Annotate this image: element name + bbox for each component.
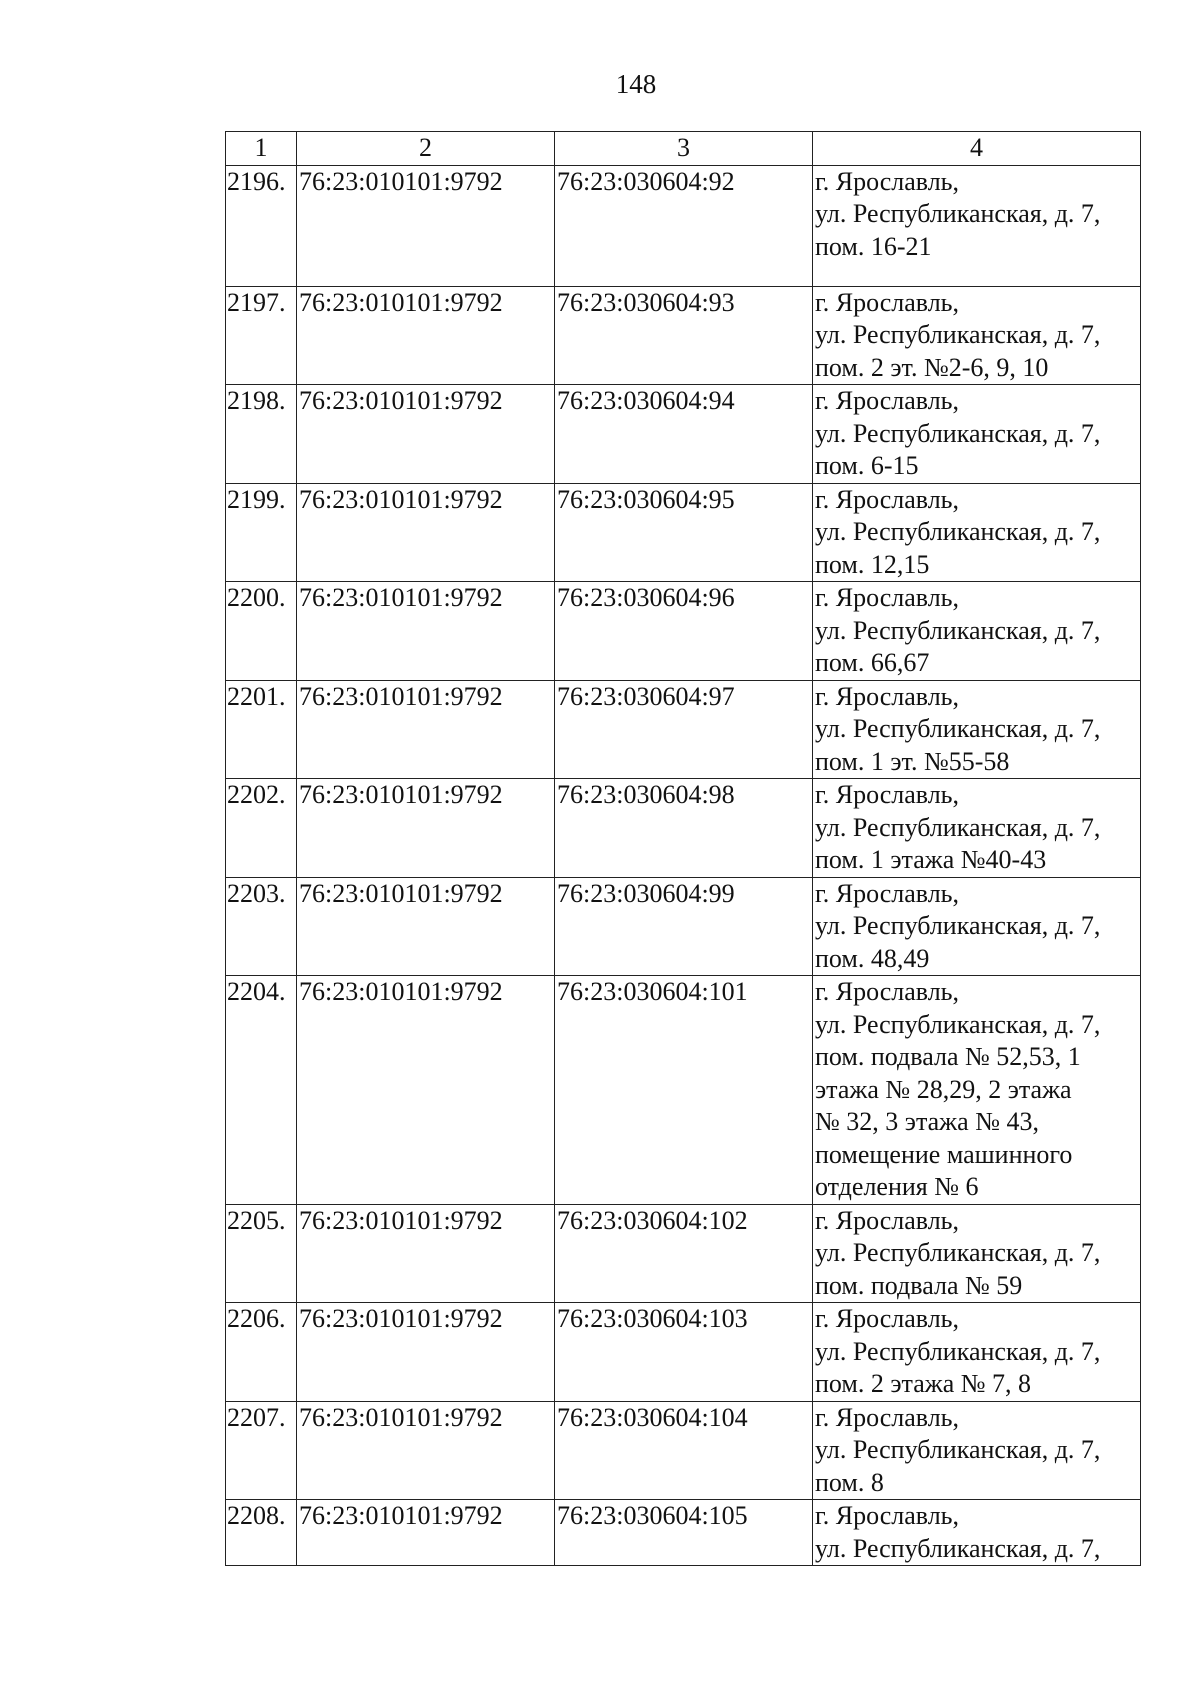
cadastral-number-cell: 76:23:030604:101 [555, 976, 813, 1205]
address-line: пом. 2 эт. №2-6, 9, 10 [815, 352, 1049, 382]
address-line: г. Ярославль, [815, 583, 960, 612]
address-line: пом. 6-15 [815, 451, 919, 480]
address-line: г. Ярославль, [815, 1205, 960, 1235]
address-line: ул. Республиканская, д. 7, [815, 1533, 1101, 1563]
column-header-1: 1 [226, 132, 297, 166]
address-line: этажа № 28,29, 2 этажа [815, 1074, 1072, 1104]
parent-cadastral-cell: 76:23:010101:9792 [297, 1500, 555, 1566]
address-line: ул. Республиканская, д. 7, [815, 1435, 1101, 1464]
address-cell [813, 165, 1141, 286]
address-line: пом. 8 [815, 1467, 884, 1497]
cadastral-number-cell: 76:23:030604:99 [555, 877, 813, 976]
table-row [226, 877, 1141, 976]
parent-cadastral-cell: 76:23:010101:9792 [297, 385, 555, 484]
parent-cadastral-cell: 76:23:010101:9792 [297, 877, 555, 976]
row-number-cell: 2205. [226, 1204, 297, 1303]
row-number-cell: 2203. [226, 877, 297, 976]
address-line: ул. Республиканская, д. 7, [815, 1238, 1101, 1267]
address-line: г. Ярославль, [815, 681, 960, 711]
address-line: ул. Республиканская, д. 7, [815, 615, 1101, 645]
column-header-3: 3 [555, 132, 813, 166]
cadastral-number-cell: 76:23:030604:103 [555, 1303, 813, 1402]
address-line: г. Ярославль, [815, 484, 960, 514]
address-line: ул. Республиканская, д. 7, [815, 911, 1101, 940]
address-line: ул. Республиканская, д. 7, [815, 320, 1101, 349]
address-line: г. Ярославль, [815, 166, 960, 196]
column-header-4: 4 [813, 132, 1141, 166]
row-number-cell: 2204. [226, 976, 297, 1205]
table-row [226, 582, 1141, 681]
cadastral-number-cell: 76:23:030604:94 [555, 385, 813, 484]
table-row [226, 1401, 1141, 1500]
registry-table [225, 131, 1141, 1566]
address-cell [813, 1401, 1141, 1500]
row-number-cell: 2207. [226, 1401, 297, 1500]
table-body [226, 165, 1141, 1566]
table-row [226, 483, 1141, 582]
table-row [226, 779, 1141, 878]
parent-cadastral-cell: 76:23:010101:9792 [297, 1401, 555, 1500]
header-row [226, 132, 1141, 166]
address-line: ул. Республиканская, д. 7, [815, 418, 1101, 448]
address-line: г. Ярославль, [815, 878, 960, 908]
parent-cadastral-cell: 76:23:010101:9792 [297, 1204, 555, 1303]
address-line: пом. 16-21 [815, 231, 932, 261]
address-line: пом. 66,67 [815, 648, 930, 677]
cadastral-number-cell: 76:23:030604:104 [555, 1401, 813, 1500]
parent-cadastral-cell: 76:23:010101:9792 [297, 165, 555, 286]
address-cell [813, 1303, 1141, 1402]
address-cell [813, 1204, 1141, 1303]
cadastral-number-cell: 76:23:030604:97 [555, 680, 813, 779]
address-line: пом. подвала № 59 [815, 1270, 1023, 1300]
address-line: ул. Республиканская, д. 7, [815, 812, 1101, 842]
parent-cadastral-cell: 76:23:010101:9792 [297, 582, 555, 681]
address-line: пом. 1 эт. №55-58 [815, 746, 1010, 776]
table-row [226, 1204, 1141, 1303]
table-row [226, 1500, 1141, 1566]
address-cell [813, 779, 1141, 878]
cadastral-number-cell: 76:23:030604:95 [555, 483, 813, 582]
parent-cadastral-cell: 76:23:010101:9792 [297, 1303, 555, 1402]
address-line: пом. 1 этажа №40-43 [815, 845, 1047, 874]
row-number-cell: 2202. [226, 779, 297, 878]
row-number-cell: 2199. [226, 483, 297, 582]
address-line: г. Ярославль, [815, 780, 960, 809]
address-line: г. Ярославль, [815, 287, 960, 317]
address-cell [813, 680, 1141, 779]
address-line: ул. Республиканская, д. 7, [815, 1336, 1101, 1366]
table-header [226, 132, 1141, 166]
address-line: ул. Республиканская, д. 7, [815, 199, 1101, 228]
address-cell [813, 976, 1141, 1205]
cadastral-number-cell: 76:23:030604:105 [555, 1500, 813, 1566]
address-line: отделения № 6 [815, 1172, 979, 1201]
address-cell [813, 1500, 1141, 1566]
table-row [226, 286, 1141, 385]
parent-cadastral-cell: 76:23:010101:9792 [297, 680, 555, 779]
row-number-cell: 2196. [226, 165, 297, 286]
row-number-cell: 2200. [226, 582, 297, 681]
table-row [226, 385, 1141, 484]
address-line: пом. 2 этажа № 7, 8 [815, 1369, 1032, 1398]
page-number: 148 [615, 69, 657, 99]
address-cell [813, 877, 1141, 976]
address-line: г. Ярославль, [815, 1304, 960, 1333]
address-line: № 32, 3 этажа № 43, [815, 1107, 1039, 1136]
address-line: помещение машинного [815, 1139, 1073, 1169]
row-number-cell: 2206. [226, 1303, 297, 1402]
parent-cadastral-cell: 76:23:010101:9792 [297, 779, 555, 878]
cadastral-number-cell: 76:23:030604:98 [555, 779, 813, 878]
parent-cadastral-cell: 76:23:010101:9792 [297, 483, 555, 582]
row-number-cell: 2198. [226, 385, 297, 484]
address-cell [813, 286, 1141, 385]
address-cell [813, 582, 1141, 681]
address-cell [813, 385, 1141, 484]
table-row [226, 1303, 1141, 1402]
address-line: ул. Республиканская, д. 7, [815, 714, 1101, 743]
table-row [226, 976, 1141, 1205]
row-number-cell: 2208. [226, 1500, 297, 1566]
address-line: пом. 12,15 [815, 549, 930, 579]
parent-cadastral-cell: 76:23:010101:9792 [297, 286, 555, 385]
address-line: г. Ярославль, [815, 1501, 960, 1530]
address-cell [813, 483, 1141, 582]
table-row [226, 680, 1141, 779]
row-number-cell: 2201. [226, 680, 297, 779]
address-line: пом. подвала № 52,53, 1 [815, 1042, 1081, 1071]
cadastral-number-cell: 76:23:030604:96 [555, 582, 813, 681]
parent-cadastral-cell: 76:23:010101:9792 [297, 976, 555, 1205]
row-number-cell: 2197. [226, 286, 297, 385]
address-line: г. Ярославль, [815, 977, 960, 1006]
column-header-2: 2 [297, 132, 555, 166]
address-line: пом. 48,49 [815, 943, 930, 973]
table-row [226, 165, 1141, 286]
address-line: г. Ярославль, [815, 386, 960, 415]
address-line: ул. Республиканская, д. 7, [815, 1009, 1101, 1039]
address-line: ул. Республиканская, д. 7, [815, 517, 1101, 546]
cadastral-number-cell: 76:23:030604:102 [555, 1204, 813, 1303]
cadastral-number-cell: 76:23:030604:93 [555, 286, 813, 385]
address-line: г. Ярославль, [815, 1402, 960, 1432]
cadastral-number-cell: 76:23:030604:92 [555, 165, 813, 286]
